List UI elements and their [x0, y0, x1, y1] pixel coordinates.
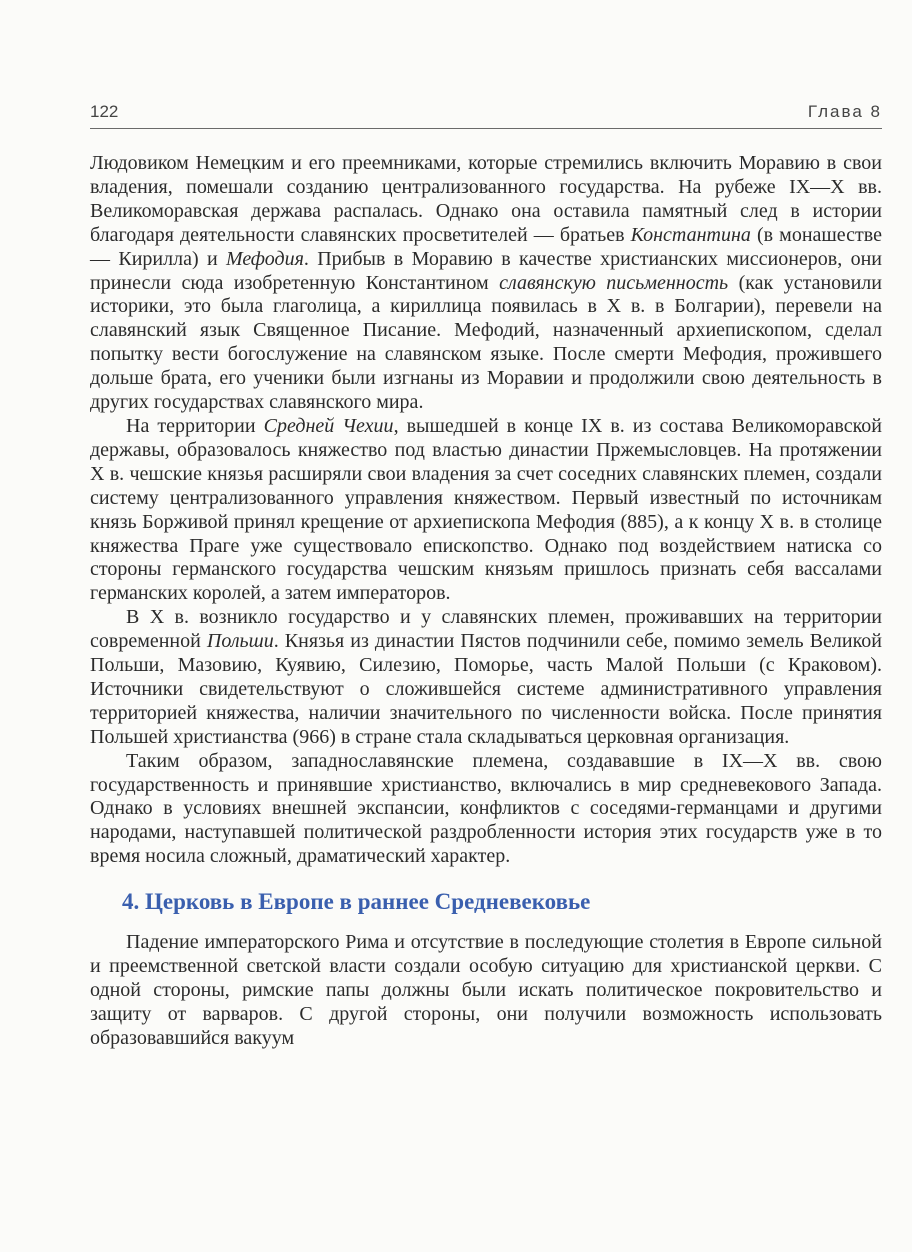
- emphasis-slavic-script: славянскую письменность: [499, 271, 729, 294]
- paragraph-bohemia: На территории Средней Чехии, вышедшей в конце IX в. из состава Великоморавской державы, образовалось княжество под властью династии Пржемысловцев. На протяжении X в. чешские князья расширяли свои владения за счет соседних славянских племен, создали систему централизованного управления княжеством. Первый известный по источникам князь Борживой принял крещение от архиепископа Мефодия (885), а к концу X в. в столице княжества Праге уже существовало епископство. Однако под воздействием натиска со стороны германского государства чешским князьям пришлось признать себя вассалами германских королей, а затем императоров.: [90, 414, 883, 605]
- running-header: [90, 100, 882, 129]
- section-heading: 4. Церковь в Европе в раннее Средневековье: [122, 889, 591, 915]
- page-number: 122: [90, 102, 119, 121]
- paragraph-moravia: Людовиком Немецким и его преемниками, которые стремились включить Моравию в свои владения, помешали созданию централизованного государства. На рубеже IX—X вв. Великоморавская держава распалась. Однако она оставила памятный след в истории благодаря деятельности славянских просветителей — братьев Константина (в монашестве — Кирилла) и Мефодия. Прибыв в Моравию в качестве христианских миссионеров, они принесли сюда изобретенную Константином славянскую письменность (как установили историки, это была глаголица, а кириллица появилась в X в. в Болгарии), перевели на славянский язык Священное Писание. Мефодий, назначенный архиепископом, сделал попытку вести богослужение на славянском языке. После смерти Мефодия, прожившего дольше брата, его ученики были изгнаны из Моравии и продолжили свою деятельность в других государствах славянского мира.: [90, 152, 882, 414]
- emphasis-constantine: Константина: [630, 223, 751, 246]
- emphasis-poland: Польши: [206, 630, 274, 653]
- chapter-label: Глава 8: [807, 102, 882, 121]
- emphasis-central-bohemia: Средней Чехии: [263, 414, 394, 437]
- paragraph-church: Падение императорского Рима и отсутствие в последующие столетия в Европе сильной и преемственной светской власти создали особую ситуацию для христианской церкви. С одной стороны, римские папы должны были искать политическое покровительство и защиту от варваров. С другой стороны, они получили возможность использовать образовавшийся вакуум: [90, 931, 882, 1049]
- body-text: [90, 152, 882, 1051]
- paragraph-poland: В X в. возникло государство и у славянских племен, проживавших на территории современной Польши. Князья из династии Пястов подчинили себе, помимо земель Великой Польши, Мазовию, Куявию, Силезию, Поморье, часть Малой Польши (с Краковом). Источники свидетельствуют о сложившейся системе административного управления территорией княжества, наличии значительного по численности войска. После принятия Польшей христианства (966) в стране стала складываться церковная организация.: [90, 606, 883, 748]
- emphasis-methodius: Мефодия: [226, 247, 304, 270]
- paragraph-conclusion: Таким образом, западнославянские племена, создававшие в IX—X вв. свою государственность и принявшие христианство, включались в мир средневекового Запада. Однако в условиях внешней экспансии, конфликтов с соседями-германцами и другими народами, наступавшей политической раздробленности история этих государств уже в то время носила сложный, драматический характер.: [90, 749, 882, 868]
